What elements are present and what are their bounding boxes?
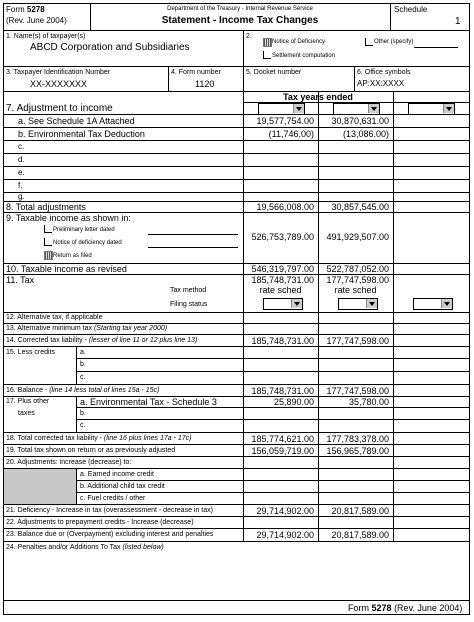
row-rule xyxy=(3,274,470,275)
line-8-col2[interactable]: 30,857,545.00 xyxy=(331,202,389,212)
line-15b-label: b. xyxy=(80,361,86,368)
filing-status-select-3[interactable] xyxy=(413,298,453,310)
tin-label: 3. Taxpayer Identification Number xyxy=(6,69,111,76)
row-rule xyxy=(3,456,470,457)
row-rule xyxy=(3,444,470,445)
line-7a-col2[interactable]: 30,870,631.00 xyxy=(331,116,389,126)
line-11-label: 11. Tax xyxy=(6,275,35,285)
line-13-label: 13. Alternative minimum tax (Starting tax year 2000) xyxy=(6,325,168,332)
line-20a-label: a. Earned income credit xyxy=(80,471,154,478)
line-10-col2[interactable]: 522,787,052.00 xyxy=(326,264,389,274)
row-rule xyxy=(3,541,470,542)
return-as-filed-checkbox[interactable] xyxy=(44,251,53,260)
line-20-label: 20. Adjustments: increase (decrease) to: xyxy=(6,459,132,466)
form-label: Form 5278 xyxy=(6,5,45,14)
schedule-label: Schedule xyxy=(394,5,428,14)
col-divider-1 xyxy=(243,91,244,541)
line-17b-label: b. xyxy=(80,410,86,417)
line-21-col2[interactable]: 20,817,589.00 xyxy=(331,506,389,516)
row-rule xyxy=(3,396,470,397)
line-7-label: 7. Adjustment to income xyxy=(6,103,113,114)
row-rule xyxy=(3,312,470,313)
line-7b-col2[interactable]: (13,086.00) xyxy=(342,129,389,139)
row-rule xyxy=(3,346,470,347)
agency-label: Department of the Treasury - Internal Revenue Service xyxy=(167,6,313,12)
tax-method-col1[interactable]: rate sched xyxy=(259,285,302,295)
notice-of-deficiency-label: Notice of Deficiency xyxy=(272,39,326,45)
border-bottom xyxy=(3,614,470,615)
row-rule xyxy=(3,179,470,180)
line-22-label: 22. Adjustments to prepayment credits - Increase (decrease) xyxy=(6,519,194,526)
col-divider-3 xyxy=(393,91,394,541)
info-rule-1 xyxy=(3,66,470,67)
border-right xyxy=(469,3,470,615)
line-7c-label: c. xyxy=(18,142,25,151)
line-12-label: 12. Alternative tax, if applicable xyxy=(6,314,103,321)
office-symbols-value[interactable]: AP:XX:XXXX xyxy=(357,79,405,88)
line-14-label: 14. Corrected tax liability - (lesser of line 11 or 12 plus line 13) xyxy=(6,337,198,344)
line-10-col1[interactable]: 546,319,797.00 xyxy=(251,264,314,274)
chevron-down-icon xyxy=(293,104,304,113)
row-rule xyxy=(76,419,470,420)
header-bottom-rule xyxy=(3,30,470,31)
docket-label: 5. Docket number xyxy=(246,69,302,76)
preliminary-letter-date-line[interactable] xyxy=(148,234,238,235)
line-23-label: 23. Balance due or (Overpayment) excluding interest and penalties xyxy=(6,531,214,538)
row-rule xyxy=(3,516,470,517)
line-11-col1[interactable]: 185,748,731.00 xyxy=(251,275,314,285)
row-rule xyxy=(3,528,470,529)
other-specify-checkbox[interactable] xyxy=(365,38,373,46)
line-7b-label: b. Environmental Tax Deduction xyxy=(18,129,145,139)
line-16-col1[interactable]: 185,748,731.00 xyxy=(251,386,314,396)
row-rule xyxy=(3,114,470,115)
row-rule xyxy=(3,127,470,128)
footer-rule xyxy=(3,600,470,601)
line-21-col1[interactable]: 29,714,902.00 xyxy=(256,506,314,516)
line-19-label: 19. Total tax shown on return or as previously adjusted xyxy=(6,447,176,454)
border-top xyxy=(3,3,470,4)
info-divider-2 xyxy=(168,66,169,91)
row-rule xyxy=(3,323,470,324)
preliminary-letter-label: Preliminary letter dated xyxy=(53,227,115,233)
return-as-filed-label: Return as filed xyxy=(53,253,92,259)
notice-deficiency-label: Notice of deficiency dated xyxy=(53,240,122,246)
chevron-down-icon xyxy=(366,299,377,308)
row-rule xyxy=(3,504,470,505)
row-rule xyxy=(76,371,470,372)
row-rule xyxy=(76,492,470,493)
line-17-label: 17. Plus other xyxy=(6,398,50,405)
line-16-label: 16. Balance - (line 14 less total of lines 15a - 15c) xyxy=(6,387,160,394)
row-rule xyxy=(3,334,470,335)
line-24-label: 24. Penalties and/or Additions To Tax (listed below) xyxy=(6,544,164,551)
line-19-col1[interactable]: 156,059,719.00 xyxy=(251,446,314,456)
border-left xyxy=(3,3,4,615)
office-symbols-label: 6. Office symbols xyxy=(357,69,411,76)
taxpayer-name[interactable]: ABCD Corporation and Subsidiaries xyxy=(30,42,190,53)
header-divider-right xyxy=(390,3,391,30)
line-18-col1[interactable]: 185,774,621.00 xyxy=(251,434,314,444)
row-rule xyxy=(3,432,470,433)
other-specify-label: Other (specify) xyxy=(374,39,414,45)
row-rule xyxy=(3,140,470,141)
tin-value[interactable]: XX-XXXXXXX xyxy=(30,79,88,89)
tax-method-label: Tax method xyxy=(170,287,207,294)
line-7a-col1[interactable]: 19,577,754.00 xyxy=(256,116,314,126)
row-rule xyxy=(76,480,470,481)
line-16-col2[interactable]: 177,747,598.00 xyxy=(326,386,389,396)
names-label: 1. Name(s) of taxpayer(s) xyxy=(6,33,86,40)
line-23-col1[interactable]: 29,714,902.00 xyxy=(256,530,314,540)
line-20b-label: b. Additional child tax credit xyxy=(80,483,165,490)
line-18-label: 18. Total corrected tax liability - (line 16 plus lines 17a - 17c) xyxy=(6,435,192,442)
line-7a-label: a. See Schedule 1A Attached xyxy=(18,116,135,126)
line-14-col2[interactable]: 177,747,598.00 xyxy=(326,336,389,346)
line-17-label-taxes: taxes xyxy=(18,410,35,417)
line-17a-col1[interactable]: 25,890.00 xyxy=(273,397,314,407)
line-8-label: 8. Total adjustments xyxy=(6,202,86,212)
line-8-col1[interactable]: 19,566,008.00 xyxy=(256,202,314,212)
row-rule xyxy=(76,358,470,359)
info-rule-2 xyxy=(3,91,470,92)
notice-of-deficiency-checkbox[interactable] xyxy=(263,38,272,47)
other-specify-line[interactable] xyxy=(414,47,458,48)
settlement-label: Settlement computation xyxy=(272,53,336,59)
notice-deficiency-checkbox[interactable] xyxy=(44,238,52,246)
line-7e-label: e. xyxy=(18,168,25,177)
line-7f-label: f. xyxy=(18,181,23,190)
line-9-label: 9. Taxable income as shown in: xyxy=(6,213,131,223)
tax-method-col2[interactable]: rate sched xyxy=(334,285,377,295)
filing-status-select-1[interactable] xyxy=(263,298,303,310)
chevron-down-icon xyxy=(443,104,454,113)
line-20-shaded-area xyxy=(4,469,76,504)
line-17a-label: a. Environmental Tax - Schedule 3 xyxy=(80,397,217,407)
line-7b-col1[interactable]: (11,746.00) xyxy=(268,129,314,139)
tax-years-header: Tax years ended xyxy=(283,92,353,102)
line-17c-label: c. xyxy=(80,422,86,429)
line-14-col1[interactable]: 185,748,731.00 xyxy=(251,336,314,346)
row-rule xyxy=(76,407,470,408)
line-19-col2[interactable]: 156,965,789.00 xyxy=(326,446,389,456)
schedule-value: 1 xyxy=(455,16,461,27)
sub-divider xyxy=(76,468,77,504)
form-revision: (Rev. June 2004) xyxy=(6,16,67,25)
line-9-col2[interactable]: 491,929,507.00 xyxy=(326,232,389,242)
sub-divider xyxy=(76,346,77,384)
filing-status-select-2[interactable] xyxy=(338,298,378,310)
box2-label: 2. xyxy=(246,33,252,40)
notice-deficiency-date-line[interactable] xyxy=(148,247,238,248)
line-11-col2[interactable]: 177,747,598.00 xyxy=(326,275,389,285)
line-20c-label: c. Fuel credits / other xyxy=(80,495,146,502)
chevron-down-icon xyxy=(441,299,452,308)
info-divider-3 xyxy=(354,66,355,91)
row-rule xyxy=(3,166,470,167)
form-number-label: 4. Form number xyxy=(171,69,221,76)
row-rule xyxy=(3,384,470,385)
line-23-col2[interactable]: 20,817,589.00 xyxy=(331,530,389,540)
form-title: Statement - Income Tax Changes xyxy=(161,15,319,26)
line-17a-col2[interactable]: 35,780.00 xyxy=(348,397,389,407)
chevron-down-icon xyxy=(291,299,302,308)
footer-form-label: Form 5278 (Rev. June 2004) xyxy=(348,603,463,613)
line-15-label: 15. Less credits xyxy=(6,349,56,356)
row-rule xyxy=(3,192,470,193)
form-number-value[interactable]: 1120 xyxy=(195,79,215,89)
preliminary-letter-checkbox[interactable] xyxy=(44,225,52,233)
row-rule xyxy=(3,153,470,154)
line-18-col2[interactable]: 177,783,378.00 xyxy=(326,434,389,444)
filing-status-label: Filing status xyxy=(170,301,208,308)
sub-divider xyxy=(76,396,77,432)
line-7g-label: g. xyxy=(18,192,25,201)
line-7d-label: d. xyxy=(18,155,25,164)
chevron-down-icon xyxy=(368,104,379,113)
line-9-col1[interactable]: 526,753,789.00 xyxy=(251,232,314,242)
line-15c-label: c. xyxy=(80,374,86,381)
settlement-checkbox[interactable] xyxy=(263,51,271,59)
line-15a-label: a. xyxy=(80,349,86,356)
line-21-label: 21. Deficiency - Increase in tax (overassessment - decrease in tax) xyxy=(6,507,213,514)
line-10-label: 10. Taxable income as revised xyxy=(6,264,127,274)
col-divider-2 xyxy=(318,91,319,541)
